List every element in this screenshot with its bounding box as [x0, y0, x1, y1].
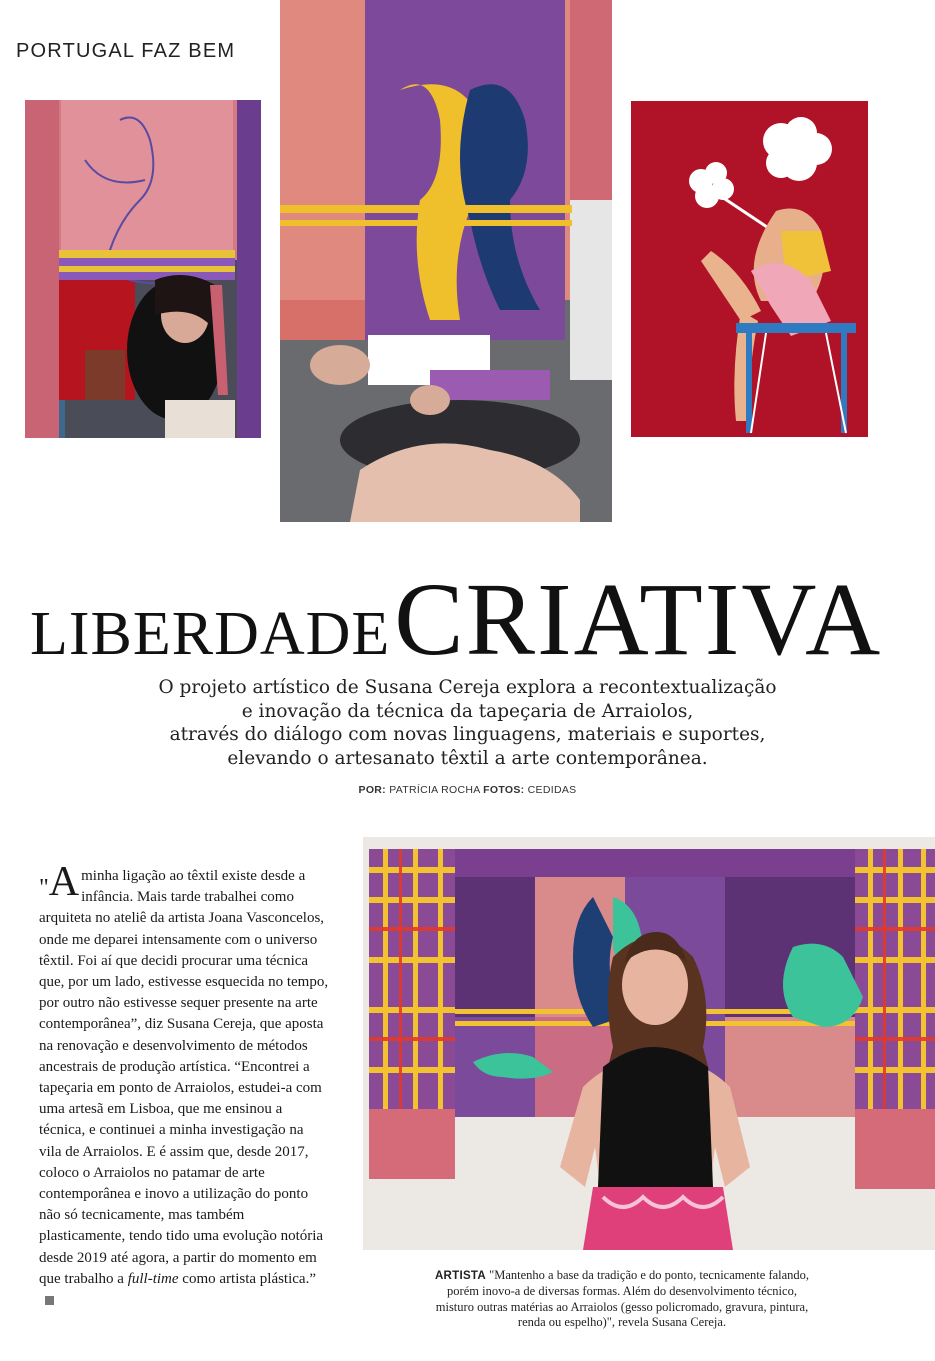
byline-author: PATRÍCIA ROCHA [389, 784, 480, 796]
body-italic: full-time [127, 1270, 179, 1287]
byline-photo: CEDIDAS [527, 784, 577, 796]
dropcap-letter: A [48, 859, 80, 905]
body-tail: como artista plástica.” [178, 1270, 316, 1287]
intro-line: O projeto artístico de Susana Cereja explora a recontextualização [158, 677, 777, 698]
body-paragraph: minha ligação ao têxtil existe desde a infância. Mais tarde trabalhei como arquiteta no ateliê da artista Joana Vasconcelos, onde me deparei intensamente com o universo têxtil. Foi aí que decidi procurar uma técnica que, por um lado, estivesse esquecida no tempo, por outro não estivesse sequer presente na arte contemporânea”, diz Susana Cereja, que aposta na renovação e desenvolvimento de métodos ancestrais de produção artística. “Encontrei a tapeçaria em ponto de Arraiolos, estudei-a com uma artesã em Lisboa, que me ensinou a técnica, e continuei a minha investigação na vila de Arraiolos. E é assim que, desde 2017, coloco o Arraiolos no patamar de arte contemporânea e inovo a utilização do ponto não só tecnicamente, mas também plasticamente, tendo tido uma evolução notória desde 2019 até agora, a partir do momento em que trabalho a [39, 868, 329, 1287]
byline [200, 784, 735, 796]
intro-paragraph [100, 676, 835, 770]
headline [30, 560, 910, 677]
byline-photo-label: FOTOS: [483, 784, 525, 796]
photo-tapestry-figures [280, 0, 612, 522]
photo-artist [363, 837, 935, 1250]
byline-author-label: POR: [358, 784, 386, 796]
intro-line: e inovação da técnica da tapeçaria de Arraiolos, [241, 700, 694, 722]
opening-quote: " [39, 875, 49, 901]
section-label: PORTUGAL FAZ BEM [16, 40, 236, 62]
intro-line: através do diálogo com novas linguagens, materiais e suportes, [169, 724, 766, 745]
end-mark-icon [45, 1296, 54, 1305]
photo-caption [432, 1268, 812, 1331]
photo-studio-tapestry [25, 100, 261, 438]
headline-part2: CRIATIVA [394, 562, 883, 677]
body-text [39, 859, 329, 1311]
headline-part1: LIBERDADE [30, 600, 391, 668]
dropcap [39, 859, 80, 905]
photo-red-tapestry [631, 101, 868, 437]
caption-text: "Mantenho a base da tradição e do ponto, tecnicamente falando, porém inovo-a de diversas formas. Além do desenvolvimento técnico, misturo outras matérias ao Arraiolos (gesso policromado, gravura, pintura, renda ou espelho)", revela Susana Cereja. [435, 1268, 810, 1330]
intro-line: elevando o artesanato têxtil a arte contemporânea. [227, 747, 708, 769]
caption-label: ARTISTA [434, 1270, 487, 1282]
